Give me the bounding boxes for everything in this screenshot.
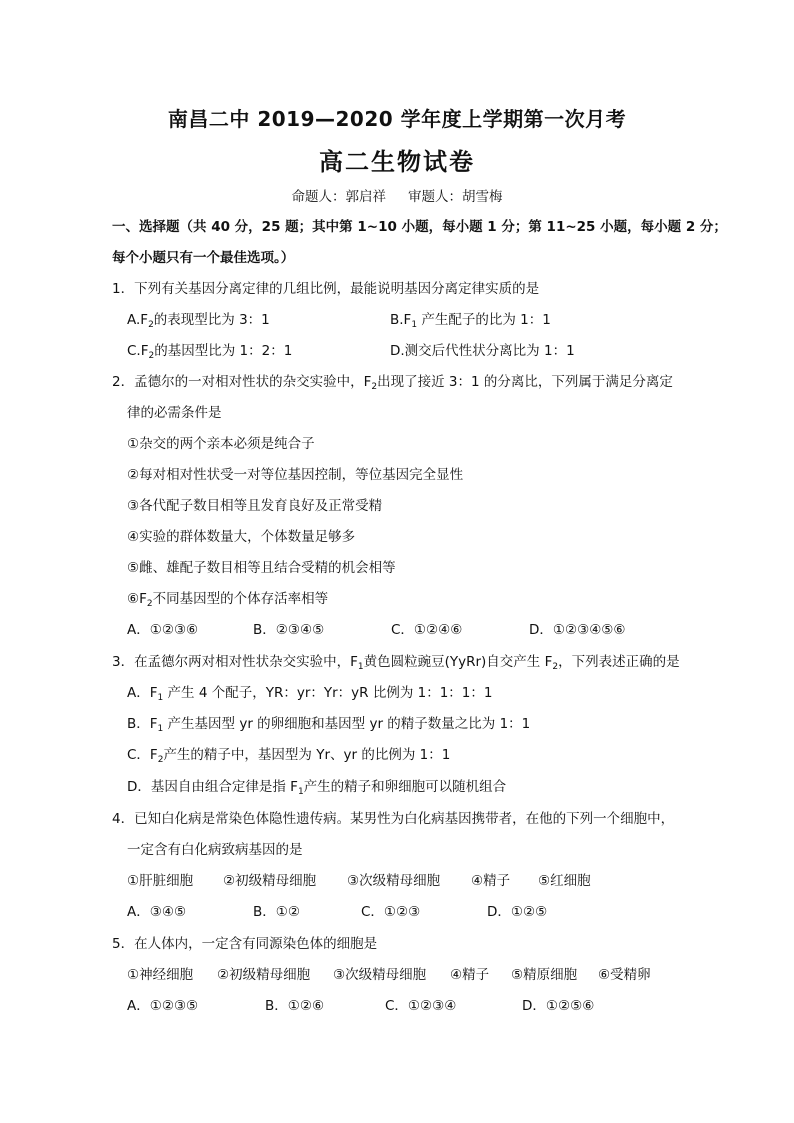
q1-a-pre: A.F xyxy=(127,312,149,328)
exam-title: 南昌二中 2019—2020 学年度上学期第一次月考 xyxy=(167,107,627,131)
q3-d-post: 产生的精子和卵细胞可以随机组合 xyxy=(303,779,507,795)
q3-a-post: 产生 4 个配子，YR：yr：Yr：yR 比例为 1：1：1：1 xyxy=(163,685,493,701)
q5-item-4: ④精子 xyxy=(450,967,490,983)
q1-option-d: D.测交后代性状分离比为 1：1 xyxy=(390,343,575,359)
authors-line xyxy=(0,185,794,205)
q1-option-a xyxy=(127,310,270,335)
q4-item-4: ④精子 xyxy=(471,873,511,889)
q5-item-5: ⑤精原细胞 xyxy=(511,967,578,983)
q2-stem-post: 出现了接近 3：1 的分离比，下列属于满足分离定 xyxy=(377,374,673,390)
author: 命题人：郭启祥 xyxy=(291,189,386,205)
q4-stem-line2: 一定含有白化病致病基因的是 xyxy=(127,842,303,858)
q5-choice-a: A．①②③⑤ xyxy=(127,998,199,1014)
exam-subtitle: 高二生物试卷 xyxy=(319,148,475,176)
q3-c-post: 产生的精子中，基因型为 Yr、yr 的比例为 1：1 xyxy=(163,747,451,763)
q3-a-pre: A．F xyxy=(127,685,158,701)
q2-item-1: ①杂交的两个亲本必须是纯合子 xyxy=(127,436,315,452)
q1-c-post: 的基因型比为 1：2：1 xyxy=(154,343,293,359)
q1-b-post: 产生配子的比为 1：1 xyxy=(417,312,551,328)
q3-option-b xyxy=(127,714,530,739)
q2-item-5: ⑤雌、雄配子数目相等且结合受精的机会相等 xyxy=(127,560,396,576)
q1-b-pre: B.F xyxy=(390,312,412,328)
q4-choice-b: B．①② xyxy=(253,904,300,920)
q4-item-5: ⑤红细胞 xyxy=(538,873,591,889)
q3-b-post: 产生基因型 yr 的卵细胞和基因型 yr 的精子数量之比为 1：1 xyxy=(163,716,531,732)
q5-choice-b: B．①②⑥ xyxy=(265,998,325,1014)
q3-option-d xyxy=(127,777,506,802)
q3-option-c xyxy=(127,745,450,770)
q3-c-sub: 2 xyxy=(157,755,164,765)
q4-choice-a: A．③④⑤ xyxy=(127,904,187,920)
q1-b-sub: 1 xyxy=(411,320,418,330)
q2-stem-pre: 2．孟德尔的一对相对性状的杂交实验中，F xyxy=(112,374,372,390)
q5-choice-c: C．①②③④ xyxy=(385,998,457,1014)
q4-item-2: ②初级精母细胞 xyxy=(223,873,317,889)
section-heading-line2: 每个小题只有一个最佳选项。） xyxy=(112,250,295,266)
q3-stem-mid: 黄色圆粒豌豆(YyRr)自交产生 F xyxy=(363,654,553,670)
q1-stem: 1．下列有关基因分离定律的几组比例，最能说明基因分离定律实质的是 xyxy=(112,281,540,297)
q1-a-sub: 2 xyxy=(148,320,154,330)
q3-b-pre: B．F xyxy=(127,716,158,732)
q5-stem: 5．在人体内，一定含有同源染色体的细胞是 xyxy=(112,936,378,952)
q4-stem: 4．已知白化病是常染色体隐性遗传病。某男性为白化病基因携带者，在他的下列一个细胞中， xyxy=(112,811,675,827)
q2-item-6 xyxy=(127,589,328,614)
q3-stem-sub: 1 xyxy=(357,662,364,672)
q2-stem xyxy=(112,372,673,397)
q5-item-3: ③次级精母细胞 xyxy=(333,967,427,983)
q2-item-2: ②每对相对性状受一对等位基因控制，等位基因完全显性 xyxy=(127,467,464,483)
q3-d-sub: 1 xyxy=(297,787,304,797)
section-heading-line1: 一、选择题（共 40 分，25 题；其中第 1~10 小题，每小题 1 分；第 11~25 小题，每小题 2 分； xyxy=(112,219,727,235)
q2-item6-post: 不同基因型的个体存活率相等 xyxy=(152,591,329,607)
q3-stem xyxy=(112,652,680,677)
q3-b-sub: 1 xyxy=(157,724,164,734)
q3-c-pre: C．F xyxy=(127,747,158,763)
q2-item6-pre: ⑥F xyxy=(127,591,147,607)
q2-stem-line2: 律的必需条件是 xyxy=(127,405,222,421)
q3-a-sub: 1 xyxy=(157,693,164,703)
q1-a-post: 的表现型比为 3：1 xyxy=(153,312,270,328)
q2-stem-sub: 2 xyxy=(371,382,378,392)
q2-choice-d: D．①②③④⑤⑥ xyxy=(529,622,626,638)
q1-c-sub: 2 xyxy=(148,351,155,361)
q5-choice-d: D．①②⑤⑥ xyxy=(522,998,595,1014)
q4-choice-d: D．①②⑤ xyxy=(487,904,548,920)
q2-choice-b: B．②③④⑤ xyxy=(253,622,325,638)
q2-choice-c: C．①②④⑥ xyxy=(391,622,463,638)
q2-item6-sub: 2 xyxy=(146,599,153,609)
q1-c-pre: C.F xyxy=(127,343,149,359)
q3-option-a xyxy=(127,683,492,708)
q4-item-3: ③次级精母细胞 xyxy=(347,873,441,889)
q1-option-b xyxy=(390,310,551,335)
q5-item-1: ①神经细胞 xyxy=(127,967,194,983)
reviewer: 审题人：胡雪梅 xyxy=(408,189,503,205)
q3-d-pre: D．基因自由组合定律是指 F xyxy=(127,779,298,795)
q2-item-4: ④实验的群体数量大，个体数量足够多 xyxy=(127,529,356,545)
q1-option-c xyxy=(127,341,292,366)
q3-stem-sub2: 2 xyxy=(552,662,559,672)
q5-item-2: ②初级精母细胞 xyxy=(217,967,311,983)
q4-choice-c: C．①②③ xyxy=(361,904,421,920)
q5-item-6: ⑥受精卵 xyxy=(598,967,651,983)
q2-item-3: ③各代配子数目相等且发育良好及正常受精 xyxy=(127,498,383,514)
q4-item-1: ①肝脏细胞 xyxy=(127,873,194,889)
q2-choice-a: A．①②③⑥ xyxy=(127,622,199,638)
q3-stem-post: ，下列表述正确的是 xyxy=(558,654,680,670)
q3-stem-pre: 3．在孟德尔两对相对性状杂交实验中，F xyxy=(112,654,358,670)
